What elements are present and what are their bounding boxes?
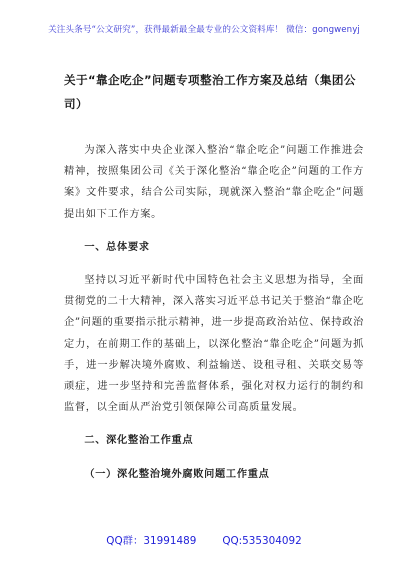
footer-contact [0, 532, 408, 547]
section-heading-general-requirements: 一、总体要求 [84, 241, 150, 253]
subsection-heading-overseas-corruption: （一）深化整治境外腐败问题工作重点 [84, 468, 270, 480]
footer-qq-number: QQ:535304092 [222, 535, 302, 547]
document-body [64, 140, 364, 485]
footer-qq-group: QQ群：31991489 [106, 535, 197, 547]
section-heading-rectification-focus: 二、深化整治工作重点 [84, 435, 194, 447]
header-promo-note: 关注头条号“公文研究”，获得最新最全最专业的公文资料库！ 微信：gongwenyj [48, 25, 360, 35]
document-title: 关于“靠企吃企”问题专项整治工作方案及总结（集团公司） [64, 73, 356, 111]
intro-paragraph: 为深入落实中央企业深入整治“靠企吃企”问题工作推进会精神，按照集团公司《关于深化整治“靠企吃企”问题的工作方案》文件要求，结合公司实际，现就深入整治“靠企吃企”问题提出如下工作方案。 [64, 145, 364, 220]
general-requirements-paragraph: 坚持以习近平新时代中国特色社会主义思想为指导，全面贯彻党的二十大精神，深入落实习近平总书记关于整治“靠企吃企”问题的重要指示批示精神，进一步提高政治站位、保持政治定力，在前期工作的基础上，以深化整治“靠企吃企”问题为抓手，进一步解决境外腐败、利益输送、设租寻租、关联交易等顽症，进一步坚持和完善监督体系，强化对权力运行的制约和监督，以全面从严治党引领保障公司高质量发展。 [64, 275, 364, 414]
